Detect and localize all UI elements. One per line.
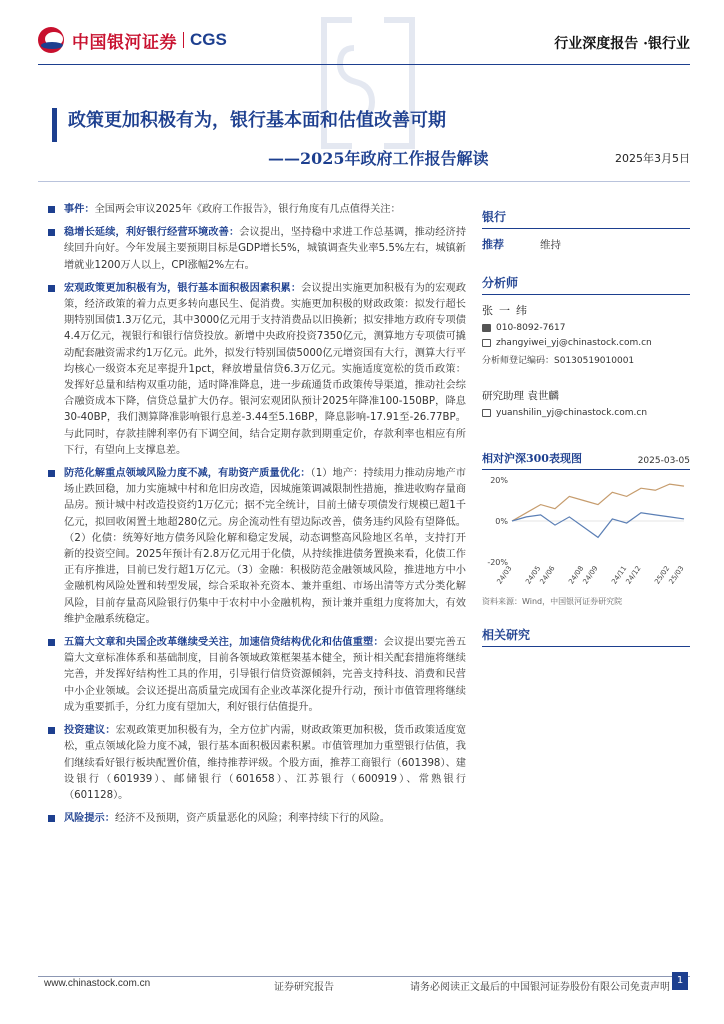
section-lead: 稳增长延续，利好银行经营环境改善： xyxy=(64,227,240,239)
rating-value: 维持 xyxy=(540,238,561,251)
rating-row xyxy=(482,236,690,252)
brand-logo-icon xyxy=(38,27,64,53)
section-body: 全国两会审议2025年《政府工作报告》，银行角度有几点值得关注： xyxy=(94,204,401,215)
sidebar-analyst xyxy=(482,274,690,418)
report-title: 政策更加积极有为，银行基本面和估值改善可期 xyxy=(68,110,446,131)
y-tick-label: 20% xyxy=(490,476,508,485)
section-lead: 宏观政策更加积极有为，银行基本面积极因素积累： xyxy=(64,282,302,294)
title-divider xyxy=(38,181,690,182)
bullet-square-icon xyxy=(48,229,55,236)
mail-icon xyxy=(482,409,491,417)
section-lead: 五篇大文章和央国企改革继续受关注，加速信贷结构优化和估值重塑： xyxy=(64,637,384,649)
sidebar-chart xyxy=(482,450,690,607)
bullet-square-icon xyxy=(48,727,55,734)
title-accent-bar xyxy=(52,108,57,142)
bullet-square-icon xyxy=(48,285,55,292)
section-lead: 防范化解重点领域风险力度不减，有助资产质量优化： xyxy=(64,468,311,480)
x-tick-label: 24/06 xyxy=(538,564,557,586)
x-tick-label: 25/02 xyxy=(653,564,672,586)
analyst-phone: 010-8092-7617 xyxy=(496,323,566,333)
assistant-email-row xyxy=(482,408,690,418)
sidebar-rating xyxy=(482,208,690,252)
y-tick-label: 0% xyxy=(495,517,508,526)
research-assistant: 研究助理 袁世麟 xyxy=(482,390,559,402)
y-tick-label: -20% xyxy=(487,558,508,567)
bullet-square-icon xyxy=(48,639,55,646)
section-investment-advice xyxy=(44,723,466,804)
cgs-watermark-icon xyxy=(312,8,424,158)
footer-disclaimer: 请务必阅读正文最后的中国银河证券股份有限公司免责声明 xyxy=(410,982,670,993)
industry-label: 银行 xyxy=(482,208,690,229)
analyst-cert: 分析师登记编码：S0130519010001 xyxy=(482,356,635,366)
bullet-square-icon xyxy=(48,470,55,477)
report-date: 2025年3月5日 xyxy=(615,152,690,165)
header-divider xyxy=(38,64,690,65)
performance-chart xyxy=(482,470,690,590)
assistant-email[interactable]: yuanshilin_yj@chinastock.com.cn xyxy=(496,408,648,418)
analyst-cert-row xyxy=(482,353,690,366)
rating-label: 推荐 xyxy=(482,238,504,251)
section-risk-warning xyxy=(44,811,466,827)
analyst-name: 张一纬 xyxy=(482,304,533,317)
bullet-square-icon xyxy=(48,815,55,822)
section-lead: 投资建议： xyxy=(64,725,116,737)
page-number: 1 xyxy=(672,972,688,990)
analyst-phone-row xyxy=(482,323,690,333)
brand-name-en: CGS xyxy=(190,30,227,49)
sidebar-related xyxy=(482,626,690,647)
chart-header xyxy=(482,450,690,470)
x-tick-label: 24/09 xyxy=(581,564,600,586)
section-body: 经济不及预期，资产质量恶化的风险；利率持续下行的风险。 xyxy=(114,813,390,825)
analyst-label: 分析师 xyxy=(482,274,690,295)
series-line-1 xyxy=(512,513,684,538)
report-subtitle: ——2025年政府工作报告解读 xyxy=(268,149,489,168)
section-lead: 风险提示： xyxy=(64,813,115,825)
x-tick-label: 24/08 xyxy=(567,564,586,586)
chart-title: 相对沪深300表现图 xyxy=(482,452,582,465)
analyst-email-row xyxy=(482,338,690,348)
x-tick-label: 24/12 xyxy=(624,564,643,586)
mail-icon xyxy=(482,339,491,347)
phone-icon xyxy=(482,324,491,332)
x-tick-label: 24/03 xyxy=(495,564,514,586)
footer-divider xyxy=(38,976,690,977)
brand-logo xyxy=(38,27,227,53)
related-research-label: 相关研究 xyxy=(482,626,690,647)
chart-source: 资料来源：Wind，中国银河证券研究院 xyxy=(482,597,623,606)
footer-category: 证券研究报告 xyxy=(274,982,334,993)
analyst-email[interactable]: zhangyiwei_yj@chinastock.com.cn xyxy=(496,338,652,348)
footer-site[interactable]: www.chinastock.com.cn xyxy=(44,978,151,989)
section-risk-resolution xyxy=(44,466,466,628)
section-body: 宏观政策更加积极有为，全方位扩内需，财政政策更加积极，货币政策适度宽松，重点领域化险力度不减，银行基本面积极因素积累。市值管理加力重塑银行估值，我们继续看好银行板块配置价值，维持推荐评级。个股方面，推荐工商银行（601398）、建设银行（601939）、邮储银行（601658）、江苏银行（600919）、常熟银行（601128）。 xyxy=(64,725,467,801)
section-lead: 事件： xyxy=(64,204,95,215)
x-tick-label: 24/11 xyxy=(610,564,629,586)
chart-date: 2025-03-05 xyxy=(637,456,690,466)
section-body: 会议提出要完善五篇大文章标准体系和基础制度，目前各领域政策框架基本健全，预计相关配套措施将继续完善，并发挥好结构性工具的作用，引导银行信贷资源倾斜，完善支持科技、消费和民营中小企业领域。会议还提出高质量完成国有企业改革深化提升行动，预计市值管理将继续成为重要抓手，分红力度有望加大，利好银行估值提升。 xyxy=(64,637,467,713)
brand-divider xyxy=(183,32,184,48)
section-body: 会议提出实施更加积极有为的宏观政策，经济政策的着力点更多转向惠民生、促消费。实施更加积极的财政政策：拟发行超长期特别国债1.3万亿元，其中3000亿元用于支持消费品以旧换新；拟安排地方政府专项债4.4万亿元，视银行和银行信贷投放。新增中央政府投资7350亿元，测算地方专项债可撬动配套融资需求约1万亿元。此外，拟发行特别国债5000亿元增资国有大行，测算大行平均核心一级资本充足率提升1pct，释放增量信贷6.3万亿元。实施适度宽松的货币政策：发挥好总量和结构双重功能，适时降准降息，进一步疏通货币政策传导渠道，推动社会综合融资成本下降，信贷总量扩大仍存。银河宏观团队预计2025年降准100-150BP，降息30-40BP，我们测算降准影响银行息差-3.44至5.16BP，降息影响-17.91至-26.77BP。与此同时，存款挂牌利率仍有下调空间，结合定期存款到期重定价，存款利率也相应有所下行，有望向上支撑息差。 xyxy=(64,282,467,456)
section-body: （1）地产：持续用力推动房地产市场止跌回稳，加力实施城中村和危旧房改造，因城施策调减限制性措施，推进收购存量商品房。预计城中村改造投资约1万亿元；据不完全统计，目前土储专项债发行规模已超1千亿元，拟回收闲置土地超280亿元。房企流动性有望边际改善，债务违约风险有望降低。（2）化债：统筹好地方债务风险化解和稳定发展，动态调整高风险地区名单，支持打开新的投资空间。2025年预计有2.8万亿元用于化债，从持续推进债务置换来看，化债工作正有序推进，目前已发行超1万亿元。（3）金融：积极防范金融领域风险，推进地方中小金融机构风险处置和转型发展，综合采取补充资本、兼并重组、市场出清等方式分类化解风险，目前存量高风险银行仍集中于农村中小金融机构，预计兼并重组力度将加大，有效维护金融系统稳定。 xyxy=(64,468,466,625)
report-type: 行业深度报告 ·银行业 xyxy=(554,36,690,52)
x-tick-label: 24/05 xyxy=(524,564,543,586)
bullet-square-icon xyxy=(48,206,55,213)
main-content xyxy=(44,202,466,834)
x-tick-label: 25/03 xyxy=(667,564,686,586)
section-body: 会议提出，坚持稳中求进工作总基调，推动经济持续回升向好。今年发展主要预期目标是GDP增长5%，城镇调查失业率5.5%左右，城镇新增就业1200万人以上，CPI涨幅2%左右。 xyxy=(64,227,467,271)
section-event xyxy=(44,202,466,218)
section-macro-policy xyxy=(44,281,466,459)
section-growth xyxy=(44,225,466,274)
brand-name-cn: 中国银河证券 xyxy=(72,32,177,53)
section-reform xyxy=(44,635,466,716)
